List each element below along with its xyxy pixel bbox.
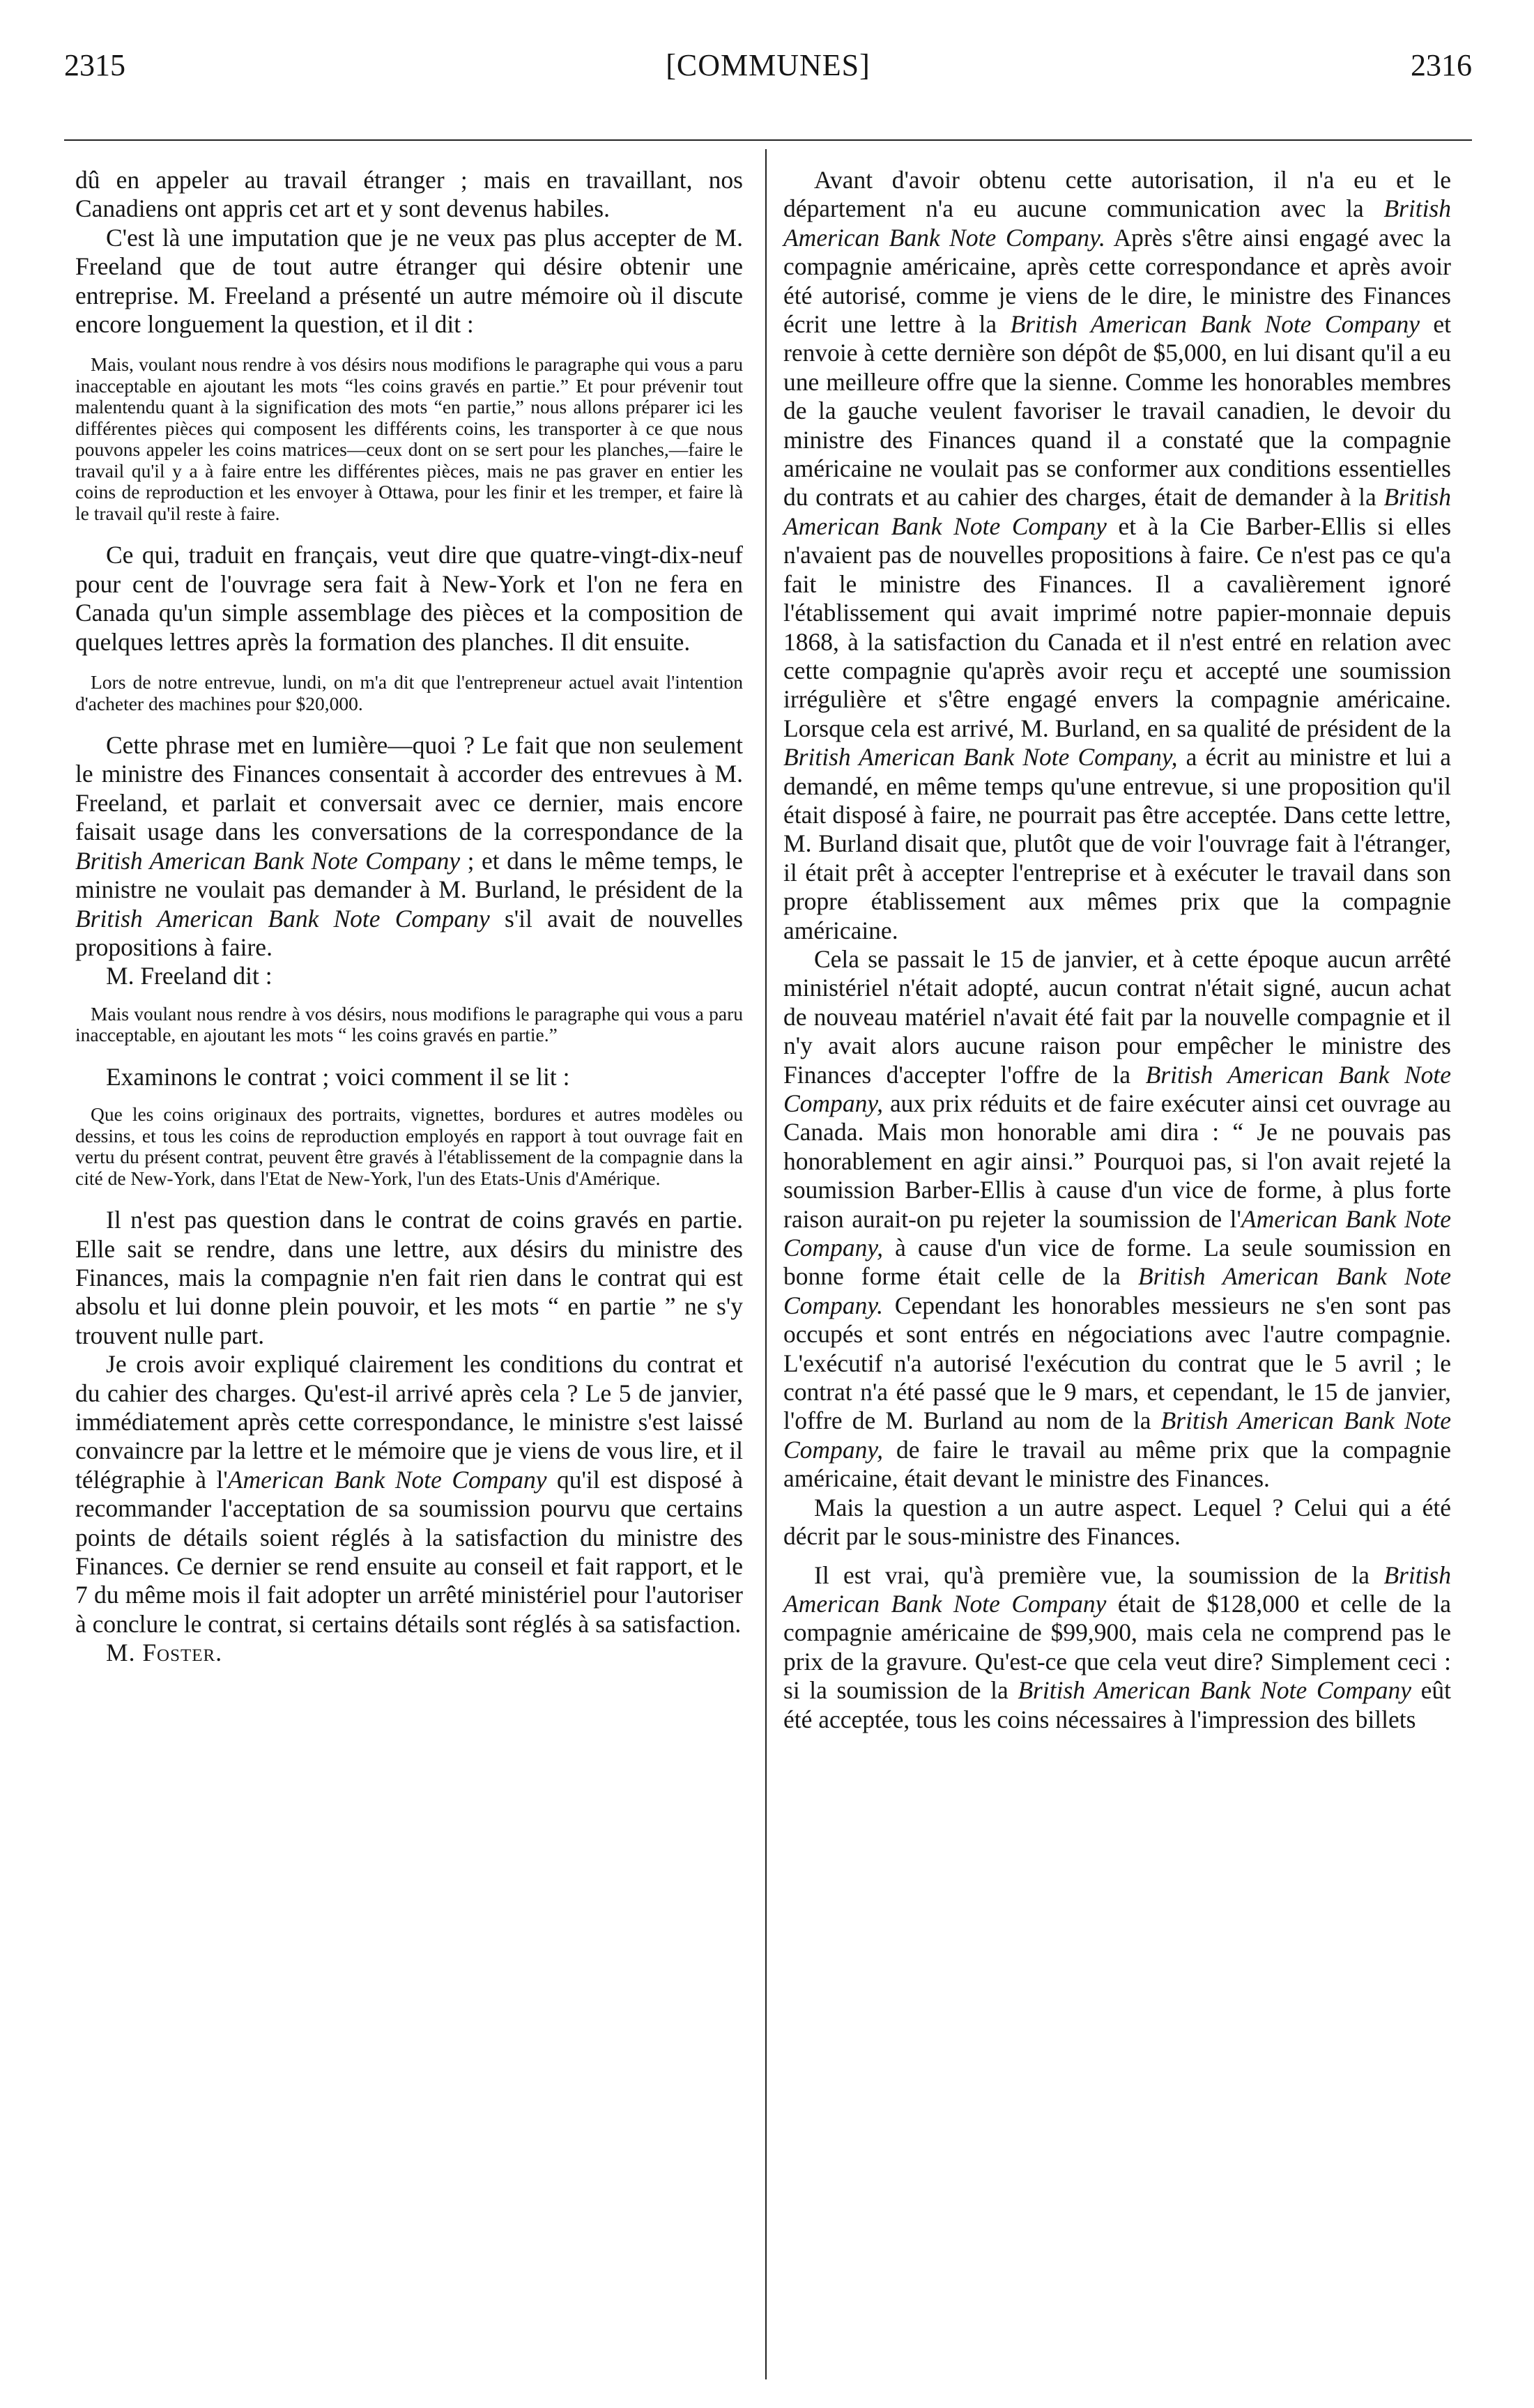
paragraph: C'est là une imputation que je ne veux pas plus accepter de M. Freeland que de tout autre étranger qui désire obtenir une entreprise. M. Freeland a présenté un autre mémoire où il discute encore longuement la question, et il dit :	[75, 223, 743, 339]
speaker-name: M. Foster.	[106, 1639, 223, 1667]
company-name: American Bank Note Company,	[783, 1204, 1451, 1262]
paragraph: Avant d'avoir obtenu cette autorisation, il n'a eu et le département n'a eu aucune communication avec la British American Bank Note Company. Après s'être ainsi engagé avec la compagnie américaine, après cette correspondance et après avoir été autorisé, comme je viens de le dire, le ministre des Finances écrit une lettre à la British American Bank Note Company et renvoie à cette dernière son dépôt de $5,000, en lui disant qu'il a eu une meilleure offre que la sienne. Comme les honorables membres de la gauche veulent favoriser le travail canadien, le devoir du ministre des Finances quand il a constaté que la compagnie américaine ne voulait pas se conformer aux conditions essentielles du contrats et au cahier des charges, était de demander à la British American Bank Note Company et à la Cie Barber-Ellis si elles n'avaient pas de nouvelles propositions à faire. Ce n'est pas ce qu'a fait le ministre des Finances. Il a cavalièrement ignoré l'établissement qui avait imprimé notre papier-monnaie depuis 1868, à la satisfaction du Canada et il n'est entré en relation avec cette compagnie qu'après avoir reçu et accepté une soumission irrégulière et s'être engagé envers la compagnie américaine. Lorsque cela est arrivé, M. Burland, en sa qualité de président de la British American Bank Note Company, a écrit au ministre et lui a demandé, en même temps qu'une entrevue, si une proposition qu'il était disposé à faire, ne pourrait pas être acceptée. Dans cette lettre, M. Burland disait que, plutôt que de voir l'ouvrage fait à l'étranger, il était prêt à accepter l'entreprise et à exécuter le travail dans son propre établissement aux mêmes prix que la compagnie américaine.	[783, 166, 1452, 944]
company-name: British American Bank Note Company	[783, 483, 1451, 540]
running-title: [COMMUNES]	[666, 48, 870, 82]
company-name: British American Bank Note Company,	[783, 1406, 1452, 1464]
paragraph: Cela se passait le 15 de janvier, et à cette époque aucun arrêté ministériel n'était adopté, aucun contrat n'était signé, aucun achat de nouveau matériel n'avait été fait par la nouvelle compagnie et il n'y avait alors aucune raison pour empêcher le ministre des Finances d'accepter l'offre de la British American Bank Note Company, aux prix réduits et de faire exécuter ainsi cet ouvrage au Canada. Mais mon honorable ami dira : “ Je ne pouvais pas honorablement en agir ainsi.” Pourquoi pas, si l'on avait rejeté la soumission Barber-Ellis à cause d'un vice de forme, à plus forte raison aurait-on pu rejeter la soumission de l'American Bank Note Company, à cause d'un vice de forme. La seule soumission en bonne forme était celle de la British American Bank Note Company. Cependant les honorables messieurs ne s'en sont pas occupés et sont entrés en négociations avec l'autre compagnie. L'exécutif n'a autorisé l'exécution du contrat que le 5 avril ; le contrat n'a été passé que le 9 mars, et cependant, le 15 de janvier, l'offre de M. Burland au nom de la British American Bank Note Company, de faire le travail au même prix que la compagnie américaine, était devant le ministre des Finances.	[783, 944, 1452, 1493]
page-header	[64, 47, 1472, 91]
company-name: British American Bank Note Company,	[783, 1060, 1451, 1117]
paragraph: Examinons le contrat ; voici comment il se lit :	[106, 1062, 570, 1091]
column-divider	[765, 149, 767, 2379]
block-quote: Mais voulant nous rendre à vos désirs, nous modifions le paragraphe qui vous a paru inacceptable, en ajoutant les mots “ les coins gravés en partie.”	[75, 1002, 743, 1046]
header-rule	[64, 139, 1472, 141]
paragraph: Cette phrase met en lumière—quoi ? Le fait que non seulement le ministre des Finances consentait à accorder des entrevues à M. Freeland, et parlait et conversait avec ce dernier, mais encore faisait usage dans les conversations de la correspondance de la British American Bank Note Company ; et dans le même temps, le ministre ne voulait pas demander à M. Burland, le président de la British American Bank Note Company s'il avait de nouvelles propositions à faire.	[75, 731, 743, 961]
company-name: American Bank Note Company	[227, 1465, 547, 1494]
paragraph: Ce qui, traduit en français, veut dire que quatre-vingt-dix-neuf pour cent de l'ouvrage sera fait à New-York et l'on ne fera en Canada qu'un simple assemblage des pièces et la composition de quelques lettres après la formation des planches. Il dit ensuite.	[75, 541, 743, 656]
page-number-right: 2316	[1411, 48, 1472, 82]
block-quote: Mais, voulant nous rendre à vos désirs nous modifions le paragraphe qui vous a paru inacceptable en ajoutant les mots “les coins gravés en partie.” Et pour prévenir tout malentendu quant à la signification des mots “en partie,” nous allons préparer ici les différentes pièces qui composent les différents coins, les transporter à ce que nous pouvons appeler les coins matrices—ceux dont on se sert pour les planches,—faire le travail qu'il y a à faire entre les différentes pièces, mais ne pas graver en entier les coins de reproduction et les envoyer à Ottawa, pour les finir et les tremper, et faire là le travail qu'il reste à faire.	[75, 353, 743, 524]
block-quote: Que les coins originaux des portraits, vignettes, bordures et autres modèles ou dessins, et tous les coins de reproduction employés en rapport à tout ouvrage fait en vertu du présent contrat, peuvent être gravés à l'établissement de la compagnie dans la cité de New-York, dans l'Etat de New-York, l'un des Etats-Unis d'Amérique.	[75, 1103, 743, 1189]
company-name: British American Bank Note Company,	[783, 743, 1178, 772]
paragraph: Je crois avoir expliqué clairement les conditions du contrat et du cahier des charges. Qu'est-il arrivé après cela ? Le 5 de janvier, immédiatement après cette correspondance, le ministre s'est laissé convaincre par la lettre et le mémoire que je viens de vous lire, et il télégraphie à l'American Bank Note Company qu'il est disposé à recommander l'acceptation de sa soumission pourvu que certains points de détails soient réglés à la satisfaction du ministre des Finances. Ce dernier se rend ensuite au conseil et fait rapport, et le 7 du même mois il fait adopter un arrêté ministériel pour l'autoriser à conclure le contrat, si certains détails sont réglés à sa satisfaction.	[75, 1350, 744, 1638]
company-name: British American Bank Note Company	[75, 846, 461, 875]
company-name: British American Bank Note Company	[1018, 1676, 1411, 1705]
company-name: British American Bank Note Company.	[783, 194, 1451, 252]
paragraph: Il est vrai, qu'à première vue, la soumission de la British American Bank Note Company était de $128,000 et celle de la compagnie américaine de $99,900, mais cela ne comprend pas le prix de la gravure. Qu'est-ce que cela veut dire? Simplement ceci : si la soumission de la British American Bank Note Company eût été acceptée, tous les coins nécessaires à l'impression des billets	[783, 1560, 1452, 1733]
paragraph: Il n'est pas question dans le contrat de coins gravés en partie. Elle sait se rendre, dans une lettre, aux désirs du ministre des Finances, mais la compagnie n'en fait rien dans le contrat qui est absolu et lui donne plein pouvoir, et les mots “ en partie ” ne s'y trouvent nulle part.	[75, 1206, 743, 1349]
speaker-line: M. Freeland dit :	[106, 962, 273, 990]
left-column	[75, 166, 743, 1668]
company-name: British American Bank Note Company	[1010, 310, 1420, 339]
company-name: British American Bank Note Company	[783, 1560, 1451, 1618]
page-number-left: 2315	[64, 48, 125, 82]
company-name: British American Bank Note Company	[75, 904, 490, 933]
block-quote: Lors de notre entrevue, lundi, on m'a dit que l'entrepreneur actuel avait l'intention d'acheter des machines pour $20,000.	[75, 671, 743, 714]
right-column	[783, 166, 1451, 1734]
paragraph: dû en appeler au travail étranger ; mais en travaillant, nos Canadiens ont appris cet art et y sont devenus habiles.	[75, 166, 743, 223]
company-name: British American Bank Note Company.	[783, 1262, 1451, 1319]
paragraph: Mais la question a un autre aspect. Lequel ? Celui qui a été décrit par le sous-ministre des Finances.	[783, 1493, 1451, 1551]
